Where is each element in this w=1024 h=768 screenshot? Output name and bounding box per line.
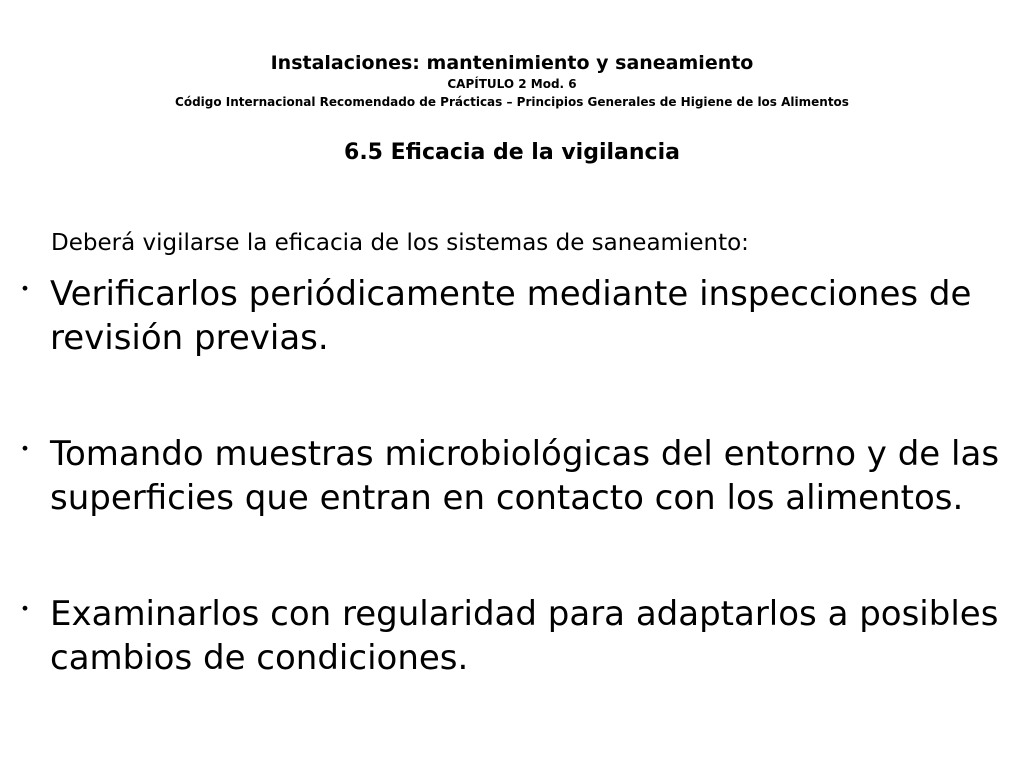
bullet-item-1 <box>0 272 1024 360</box>
bullet-text-3: Examinarlos con regularidad para adaptarlos a posibles cambios de condiciones. <box>50 594 999 678</box>
slide-header <box>0 52 1024 110</box>
intro-text: Deberá vigilarse la eficacia de los sistemas de saneamiento: <box>51 230 749 256</box>
bullet-list <box>0 272 1024 680</box>
section-title: 6.5 Eficacia de la vigilancia <box>344 140 680 165</box>
bullet-item-3 <box>0 592 1024 680</box>
bullet-text-1: Verificarlos periódicamente mediante inspecciones de revisión previas. <box>50 274 972 358</box>
bullet-item-2 <box>0 432 1024 520</box>
bullet-text-2: Tomando muestras microbiológicas del entorno y de las superficies que entran en contacto con los alimentos. <box>50 434 1000 518</box>
header-chapter: CAPÍTULO 2 Mod. 6 <box>447 77 577 91</box>
header-title: Instalaciones: mantenimiento y saneamiento <box>270 52 754 74</box>
bullet-dot-icon: ・ <box>12 435 39 465</box>
bullet-dot-icon: ・ <box>12 595 39 625</box>
bullet-dot-icon: ・ <box>12 275 39 305</box>
header-code: Código Internacional Recomendado de Prácticas – Principios Generales de Higiene de los Alimentos <box>175 95 849 109</box>
